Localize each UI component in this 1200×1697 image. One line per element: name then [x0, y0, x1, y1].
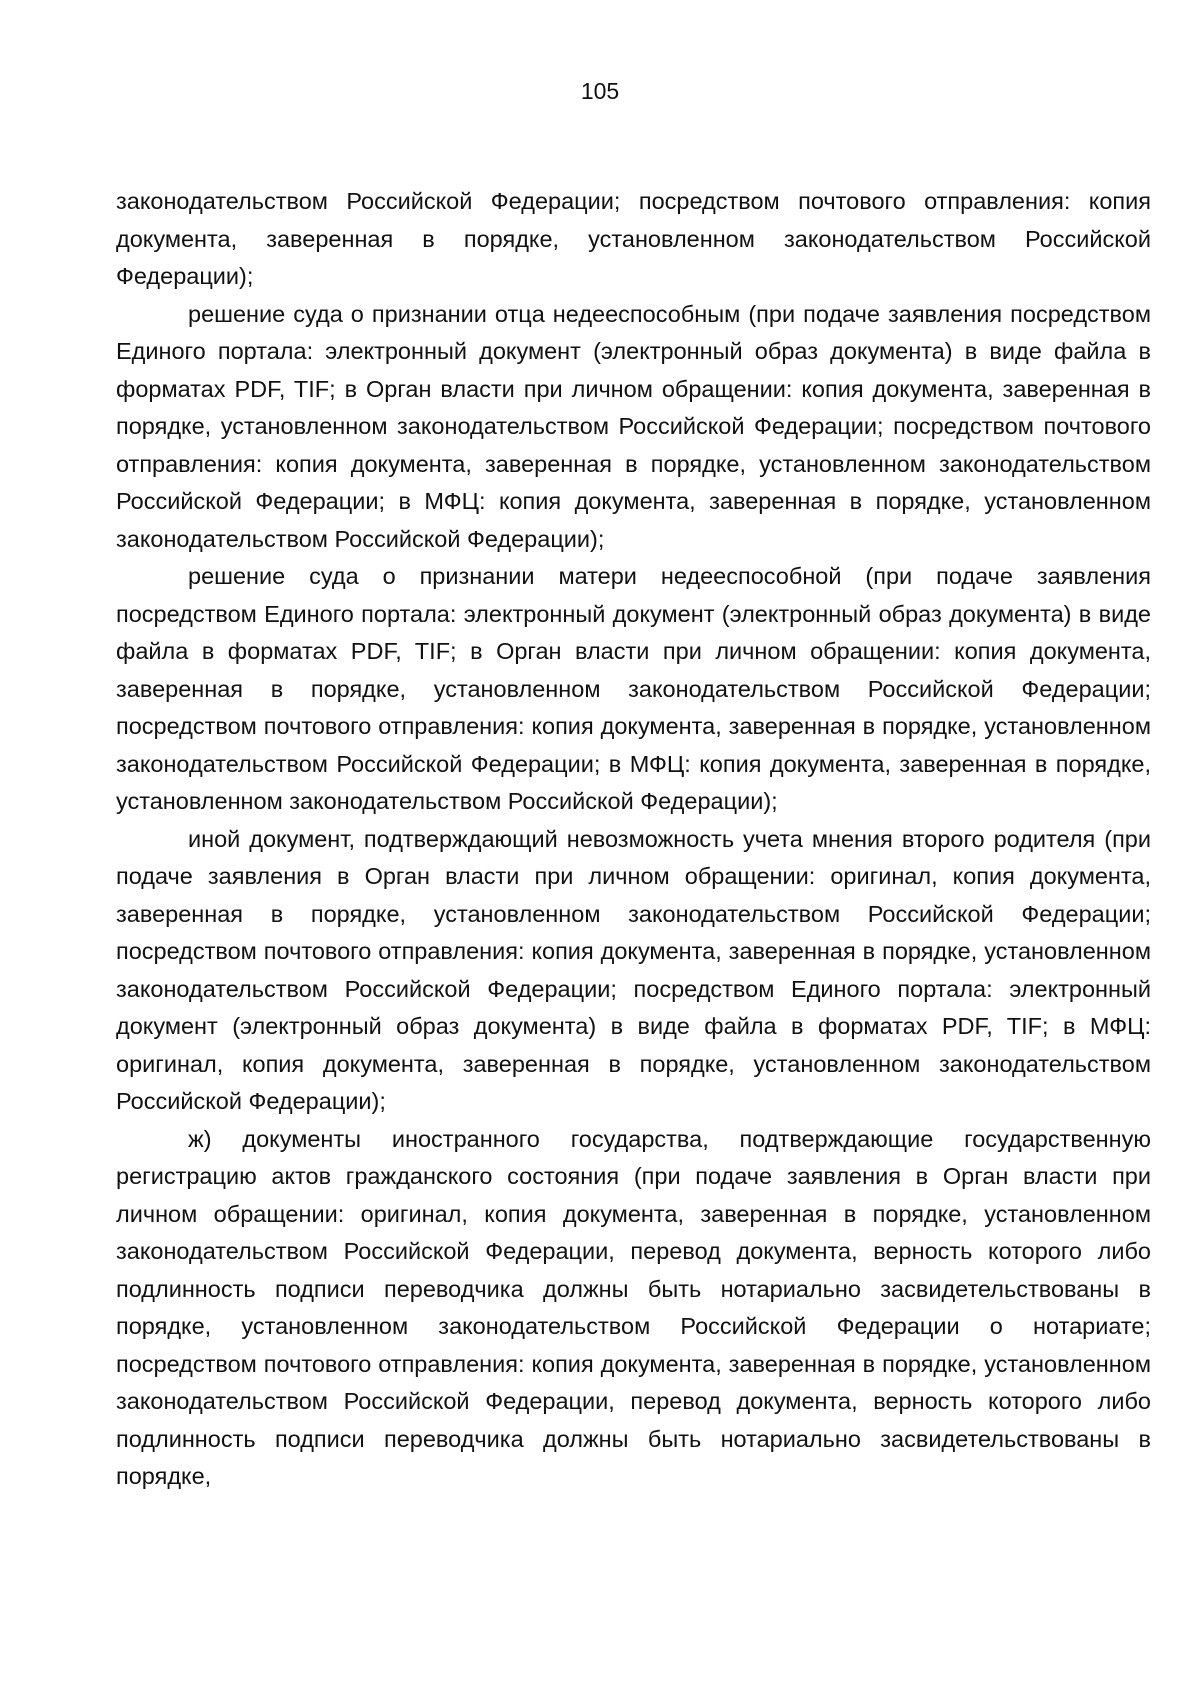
- page-number: 105: [580, 78, 620, 104]
- document-body: [116, 183, 1151, 1496]
- paragraph-father-incapacity: решение суда о признании отца недееспособным (при подаче заявления посредством Единого портала: электронный документ (электронный образ документа) в виде файла в форматах PDF, TIF; в Орган власти при личном обращении: копия документа, заверенная в порядке, установленном законодательством Российской Федерации; посредством почтового отправления: копия документа, заверенная в порядке, установленном законодательством Российской Федерации; в МФЦ: копия документа, заверенная в порядке, установленном законодательством Российской Федерации);: [116, 300, 1151, 552]
- paragraph-mother-incapacity: решение суда о признании матери недееспособной (при подаче заявления посредством Единого портала: электронный документ (электронный образ документа) в виде файла в форматах PDF, TIF; в Орган власти при личном обращении: копия документа, заверенная в порядке, установленном законодательством Российской Федерации; посредством почтового отправления: копия документа, заверенная в порядке, установленном законодательством Российской Федерации; в МФЦ: копия документа, заверенная в порядке, установленном законодательством Российской Федерации);: [116, 563, 1151, 814]
- paragraph-continuation: законодательством Российской Федерации; посредством почтового отправления: копия документа, заверенная в порядке, установленном законодательством Российской Федерации);: [116, 188, 1151, 289]
- paragraph-other-document: иной документ, подтверждающий невозможность учета мнения второго родителя (при подаче заявления в Орган власти при личном обращении: оригинал, копия документа, заверенная в порядке, установленном законодательством Российской Федерации; посредством почтового отправления: копия документа, заверенная в порядке, установленном законодательством Российской Федерации; посредством Единого портала: электронный документ (электронный образ документа) в виде файла в форматах PDF, TIF; в МФЦ: оригинал, копия документа, заверенная в порядке, установленном законодательством Российской Федерации);: [116, 825, 1151, 1114]
- paragraph-foreign-documents: ж) документы иностранного государства, подтверждающие государственную регистрацию актов гражданского состояния (при подаче заявления в Орган власти при личном обращении: оригинал, копия документа, заверенная в порядке, установленном законодательством Российской Федерации, перевод документа, верность которого либо подлинность подписи переводчика должны быть нотариально засвидетельствованы в порядке, установленном законодательством Российской Федерации о нотариате; посредством почтового отправления: копия документа, заверенная в порядке, установленном законодательством Российской Федерации, перевод документа, верность которого либо подлинность подписи переводчика должны быть нотариально засвидетельствованы в порядке,: [116, 1125, 1151, 1489]
